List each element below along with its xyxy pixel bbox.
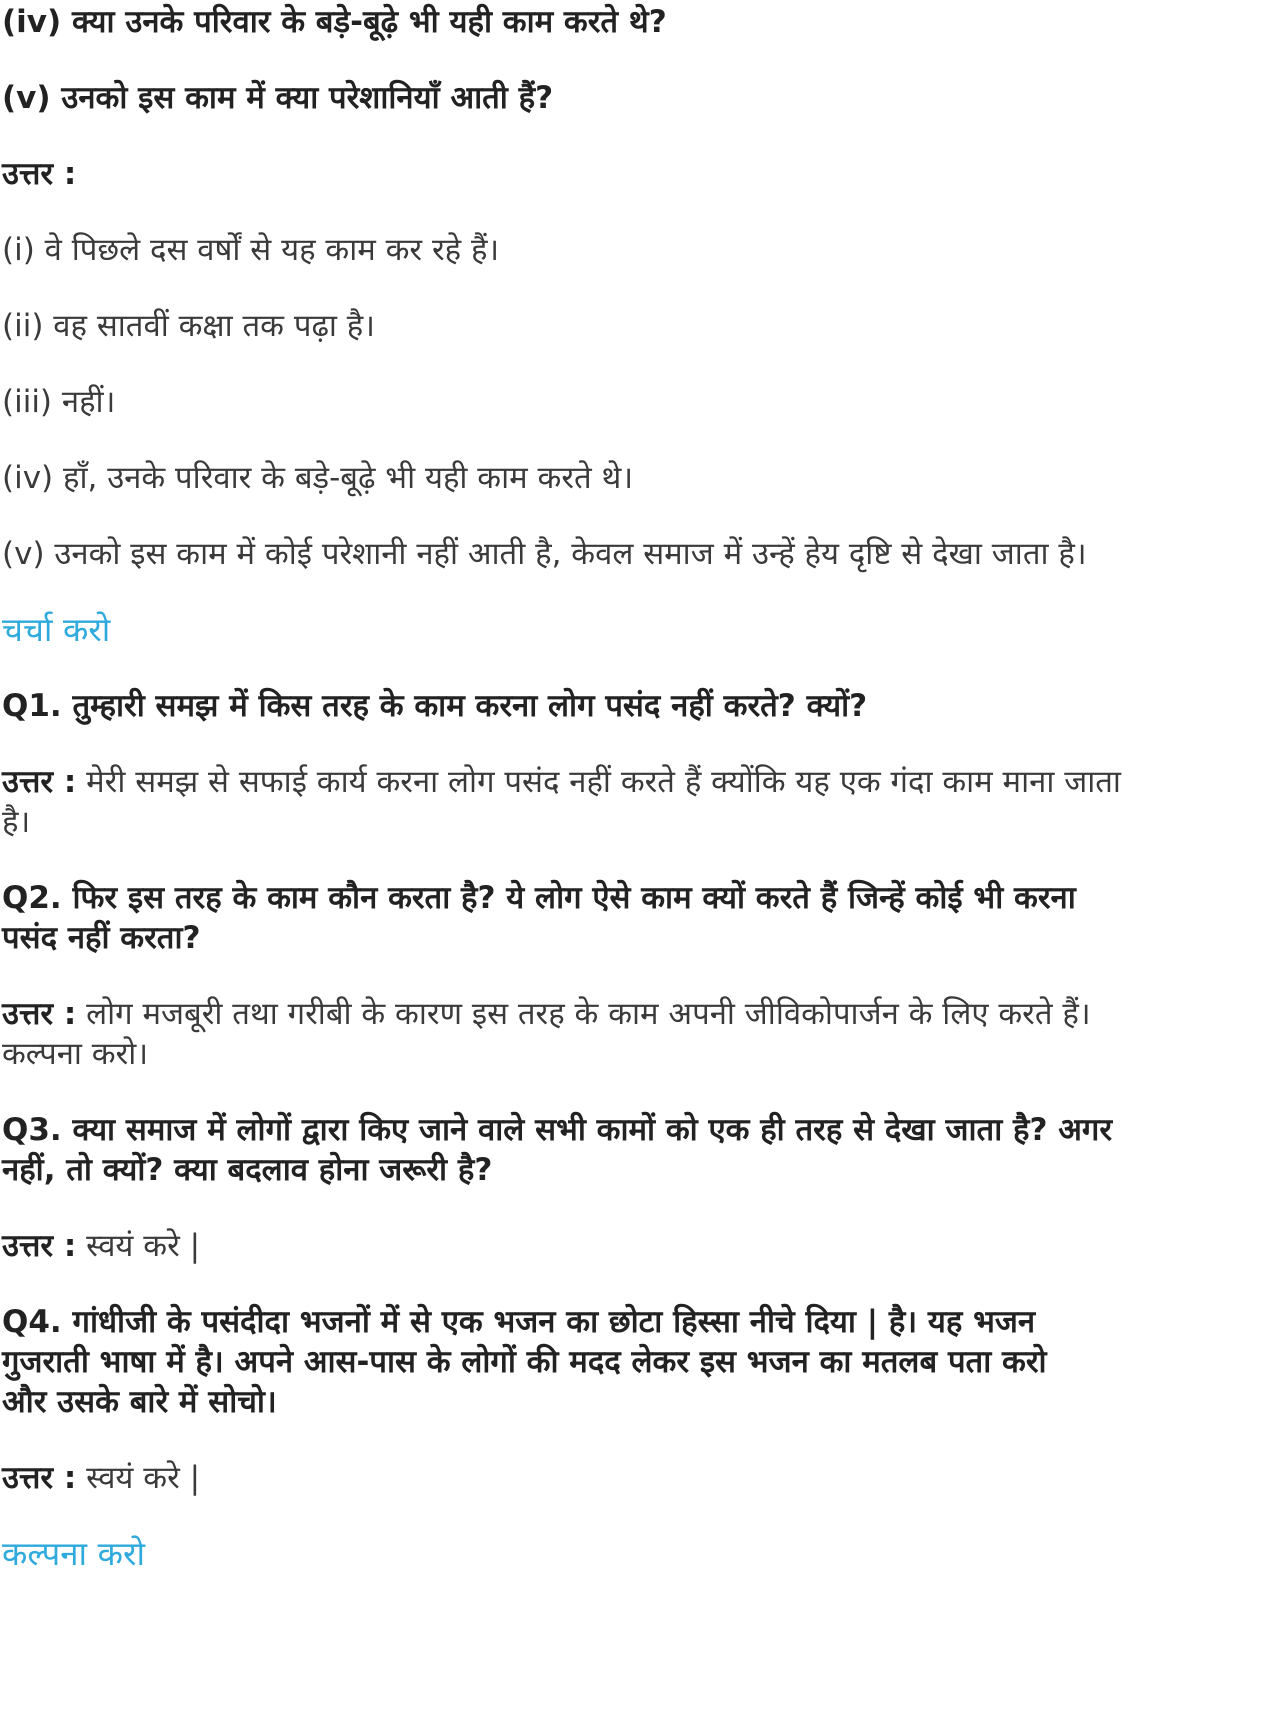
- discussion-a2-line2: कल्पना करो।: [2, 1036, 149, 1072]
- discussion-q1: Q1. तुम्हारी समझ में किस तरह के काम करना लोग पसंद नहीं करते? क्यों?: [2, 688, 868, 724]
- answer-v: (v) उनको इस काम में कोई परेशानी नहीं आती है, केवल समाज में उन्हें हेय दृष्टि से देखा जाता है।: [2, 536, 1087, 572]
- discussion-a1-line1: [2, 760, 1280, 804]
- discussion-q4-line3: और उसके बारे में सोचो।: [2, 1384, 277, 1420]
- discussion-q4-line2: गुजराती भाषा में है। अपने आस-पास के लोगों की मदद लेकर इस भजन का मतलब पता करो: [2, 1344, 1047, 1380]
- answer-text: लोग मजबूरी तथा गरीबी के कारण इस तरह के काम अपनी जीविकोपार्जन के लिए करते हैं।: [76, 996, 1091, 1032]
- discussion-a1-line2: है।: [2, 804, 31, 840]
- discussion-q3-line1: Q3. क्या समाज में लोगों द्वारा किए जाने वाले सभी कामों को एक ही तरह से देखा जाता है? अगर: [2, 1112, 1113, 1148]
- answer-label: उत्तर :: [2, 1460, 77, 1496]
- answer-ii: (ii) वह सातवीं कक्षा तक पढ़ा है।: [2, 308, 375, 344]
- discussion-q2-line1: Q2. फिर इस तरह के काम कौन करता है? ये लोग ऐसे काम क्यों करते हैं जिन्हें कोई भी करना: [2, 880, 1076, 916]
- answer-label: उत्तर :: [2, 1228, 77, 1264]
- answer-iii: (iii) नहीं।: [2, 384, 116, 420]
- question-v: (v) उनको इस काम में क्या परेशानियाँ आती हैं?: [2, 80, 554, 116]
- answer-text: मेरी समझ से सफाई कार्य करना लोग पसंद नहीं करते हैं क्योंकि यह एक गंदा काम माना जाता: [76, 764, 1121, 800]
- discussion-q4-line1: Q4. गांधीजी के पसंदीदा भजनों में से एक भजन का छोटा हिस्सा नीचे दिया | है। यह भजन: [2, 1304, 1036, 1340]
- answer-text: स्वयं करे |: [76, 1228, 201, 1264]
- discussion-a2-line1: [2, 992, 1280, 1036]
- question-iv: (iv) क्या उनके परिवार के बड़े-बूढ़े भी यही काम करते थे?: [2, 4, 667, 40]
- answer-iv: (iv) हाँ, उनके परिवार के बड़े-बूढ़े भी यही काम करते थे।: [2, 460, 634, 496]
- answer-label: उत्तर :: [2, 996, 77, 1032]
- answer-label: उत्तर :: [2, 764, 77, 800]
- answer-heading: उत्तर :: [2, 156, 77, 192]
- discussion-a4: [2, 1456, 1280, 1500]
- discussion-a3: [2, 1224, 1280, 1268]
- answer-text: स्वयं करे |: [76, 1460, 201, 1496]
- discussion-q3-line2: नहीं, तो क्यों? क्या बदलाव होना जरूरी है?: [2, 1152, 493, 1188]
- answer-i: (i) वे पिछले दस वर्षों से यह काम कर रहे हैं।: [2, 232, 500, 268]
- section-heading-discussion: चर्चा करो: [2, 610, 111, 649]
- section-heading-imagine: कल्पना करो: [2, 1534, 145, 1573]
- discussion-q2-line2: पसंद नहीं करता?: [2, 920, 201, 956]
